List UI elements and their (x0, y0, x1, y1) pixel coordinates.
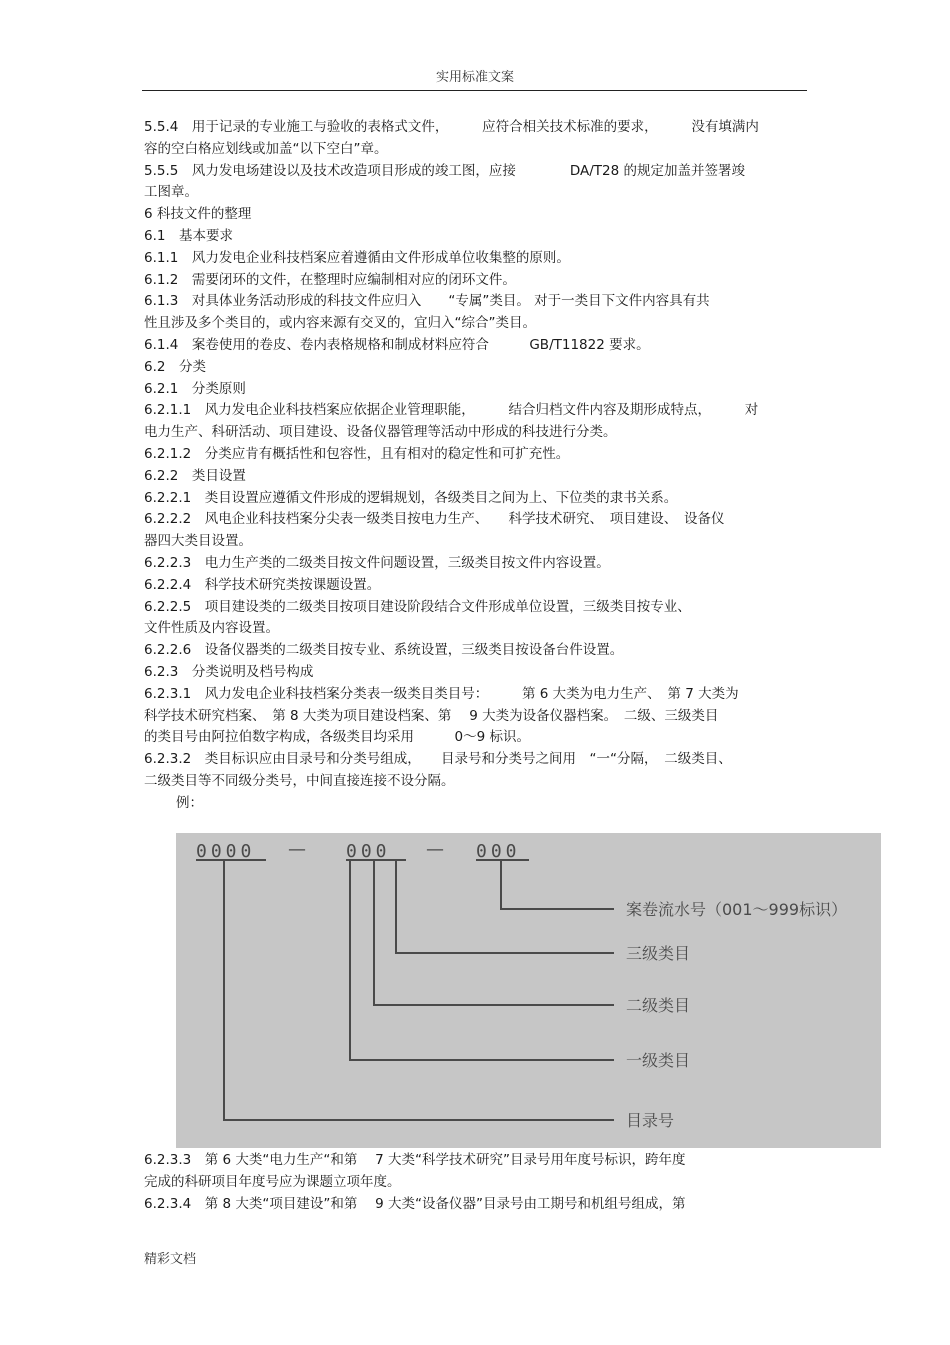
text-line: 6.2.3 分类说明及档号构成 (144, 663, 314, 680)
text-line: 6.2.3.3 第 6 大类“电力生产“和第 7 大类“科学技术研究”目录号用年度号标识，跨年度 (144, 1152, 686, 1168)
text-line: 科学技术研究档案、 第 8 大类为项目建设档案、第 9 大类为设备仪器档案。 二级、三级类目 (144, 707, 719, 724)
text-line: 文件性质及内容设置。 (144, 620, 279, 637)
code-file-number: 000 (476, 841, 521, 862)
code-separator-1: — (288, 839, 306, 860)
text-line: 6.2.1 分类原则 (144, 380, 246, 397)
label-level-2: 二级类目 (626, 996, 691, 1015)
text-line: 6.2.2.2 风电企业科技档案分尖表一级类目按电力生产、 科学技术研究、 项目建设、 设备仪 (144, 511, 725, 528)
label-level-3: 三级类目 (626, 944, 691, 963)
text-line: 6 科技文件的整理 (144, 206, 252, 223)
text-line: 6.2.2.6 设备仪器类的二级类目按专业、系统设置，三级类目按设备台件设置。 (144, 642, 624, 659)
code-separator-2: — (426, 839, 444, 860)
connector-level-1 (350, 860, 614, 1060)
label-catalog: 目录号 (626, 1111, 675, 1130)
text-line: 6.1.1 风力发电企业科技档案应着遵循由文件形成单位收集整的原则。 (144, 249, 570, 266)
text-line: 6.2.3.2 类目标识应由目录号和分类号组成， 目录号和分类号之间用 “一“分隔， 二级类目、 (144, 751, 732, 768)
text-line: 例： (176, 794, 203, 811)
text-line: 5.5.4 用于记录的专业施工与验收的表格式文件， 应符合相关技术标准的要求， 没有填满内 (144, 119, 759, 135)
page-header: 实用标准文案 (435, 70, 514, 85)
text-line: 6.2.2 类目设置 (144, 467, 246, 484)
text-line: 6.2.2.4 科学技术研究类按课题设置。 (144, 576, 381, 593)
text-line: 5.5.5 风力发电场建设以及技术改造项目形成的竣工图，应接 DA/T28 的规定加盖并签署竣 (144, 162, 746, 179)
connector-level-3 (396, 860, 614, 953)
label-file-serial: 案卷流水号（001～999标识） (626, 900, 848, 919)
text-line: 6.2.2.1 类目设置应遵循文件形成的逻辑规划，各级类目之间为上、下位类的隶书关系。 (144, 489, 678, 506)
text-line: 完成的科研项目年度号应为课题立项年度。 (144, 1173, 401, 1190)
diagram-canvas (176, 833, 881, 1148)
text-line: 6.1.2 需要闭环的文件，在整理时应编制相对应的闭环文件。 (144, 271, 516, 288)
document-body-continued (144, 1150, 808, 1215)
text-line: 6.2.3.1 风力发电企业科技档案分类表一级类目类目号： 第 6 大类为电力生产、 第 7 大类为 (144, 685, 739, 702)
archive-code-diagram (176, 833, 881, 1148)
text-line: 的类目号由阿拉伯数字构成，各级类目均采用 0～9 标识。 (144, 729, 530, 746)
page-footer: 精彩文档 (144, 1252, 197, 1267)
text-line: 6.2.3.4 第 8 大类“项目建设”和第 9 大类“设备仪器”目录号由工期号和机组号组成，第 (144, 1195, 686, 1212)
text-line: 性且涉及多个类目的，或内容来源有交叉的，宜归入“综合”类目。 (144, 315, 536, 332)
text-line: 器四大类目设置。 (144, 533, 252, 550)
text-line: 6.1.4 案卷使用的卷皮、卷内表格规格和制成材料应符合 GB/T11822 要求。 (144, 336, 650, 353)
text-line: 电力生产、科研活动、项目建设、设备仪器管理等活动中形成的科技进行分类。 (144, 424, 617, 441)
text-line: 6.2.1.2 分类应肯有概括性和包容性，且有相对的稳定性和可扩充性。 (144, 445, 570, 462)
header-divider (142, 90, 807, 91)
text-line: 6.1 基本要求 (144, 227, 233, 244)
text-line: 容的空白格应划线或加盖“以下空白”章。 (144, 140, 388, 157)
connector-file-serial (501, 860, 614, 909)
connector-level-2 (374, 860, 614, 1005)
text-line: 6.1.3 对具体业务活动形成的科技文件应归入 “专属”类目。 对于一类目下文件内容具有共 (144, 293, 710, 310)
text-line: 6.2.2.3 电力生产类的二级类目按文件问题设置，三级类目按文件内容设置。 (144, 554, 610, 571)
text-line: 6.2.1.1 风力发电企业科技档案应依据企业管理职能， 结合归档文件内容及期形成特点， 对 (144, 402, 759, 419)
document-body (144, 117, 808, 815)
code-catalog-number: 0000 (196, 841, 256, 862)
label-level-1: 一级类目 (626, 1051, 691, 1070)
text-line: 6.2 分类 (144, 358, 206, 375)
code-class-number: 000 (346, 841, 391, 862)
connector-catalog (224, 860, 614, 1120)
text-line: 二级类目等不同级分类号，中间直接连接不设分隔。 (144, 772, 455, 789)
text-line: 工图章。 (144, 184, 198, 201)
text-line: 6.2.2.5 项目建设类的二级类目按项目建设阶段结合文件形成单位设置，三级类目按专业、 (144, 598, 691, 615)
